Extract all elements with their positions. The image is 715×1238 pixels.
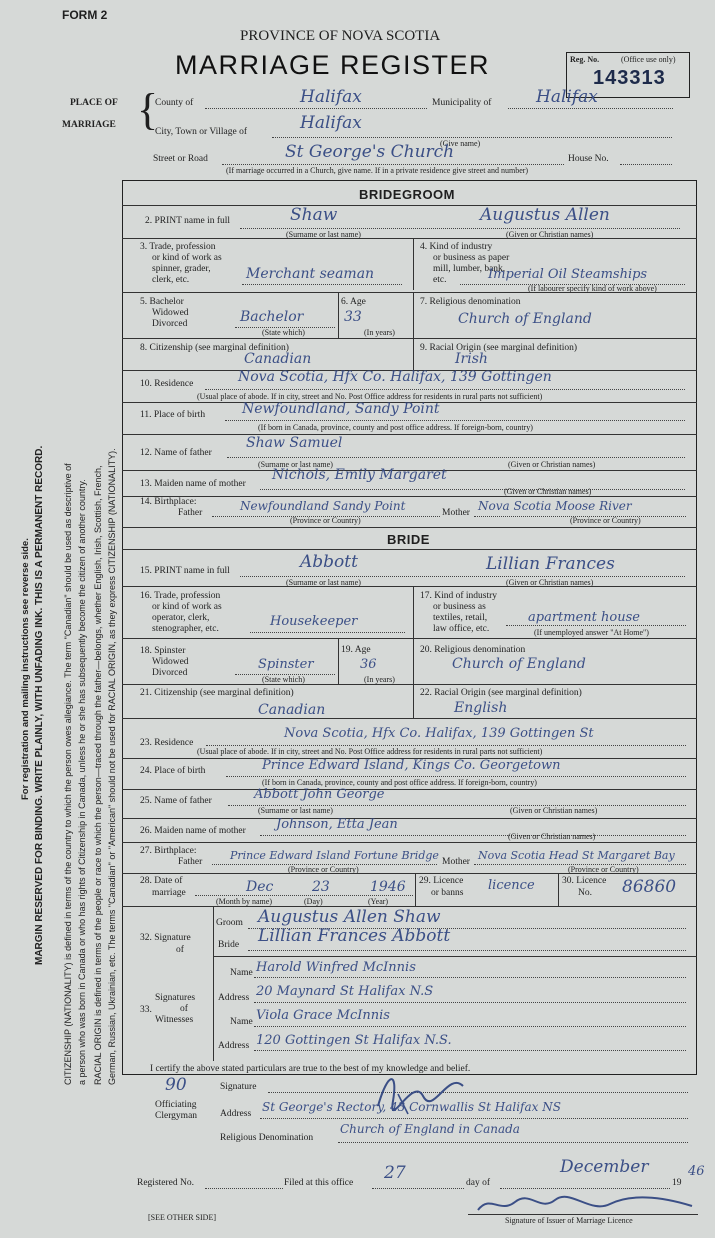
side-citizenship-def-1: CITIZENSHIP (NATIONALITY) is defined in terms of the country to which the person owes allegiance. The term "Canadian" should be used as descriptive of	[63, 463, 73, 1085]
groom-religion: Church of England	[458, 311, 592, 327]
bride-racial-origin: English	[454, 700, 508, 716]
groom-birthplace: Newfoundland, Sandy Point	[242, 401, 440, 417]
bride-residence: Nova Scotia, Hfx Co. Halifax, 139 Gottingen St	[284, 726, 594, 741]
witness-2-name: Viola Grace McInnis	[256, 1008, 390, 1023]
licence-number: 86860	[622, 877, 677, 897]
street-value: St George's Church	[285, 142, 455, 162]
bride-father-name: Abbott John George	[254, 787, 385, 802]
clergy-denomination: Church of England in Canada	[340, 1122, 520, 1136]
page-title: MARRIAGE REGISTER	[175, 50, 491, 80]
licence-or-banns: licence	[488, 878, 535, 893]
bride-industry: apartment house	[528, 610, 640, 625]
bride-surname: Abbott	[300, 552, 358, 572]
groom-marital-status: Bachelor	[240, 309, 304, 325]
issuer-signature-label: Signature of Issuer of Marriage Licence	[505, 1216, 633, 1225]
bride-heading: BRIDE	[387, 532, 430, 547]
bride-mother-maiden-name: Johnson, Etta Jean	[276, 817, 398, 832]
county-value: Halifax	[300, 87, 362, 107]
bride-signature: Lillian Frances Abbott	[258, 926, 451, 946]
clergy-number: 90	[165, 1075, 187, 1095]
see-other-side: [SEE OTHER SIDE]	[148, 1213, 216, 1222]
groom-trade: Merchant seaman	[246, 266, 375, 282]
marriage-day: 23	[312, 879, 330, 895]
groom-racial-origin: Irish	[455, 351, 488, 367]
bride-religion: Church of England	[452, 656, 586, 672]
municipality-value: Halifax	[536, 87, 598, 107]
groom-mother-birthplace: Nova Scotia Moose River	[478, 499, 632, 513]
bride-marital-status: Spinster	[258, 657, 314, 672]
city-value: Halifax	[300, 113, 362, 133]
bride-citizenship: Canadian	[258, 702, 326, 718]
marriage-month: Dec	[246, 879, 274, 895]
groom-father-name: Shaw Samuel	[246, 435, 343, 451]
groom-industry: Imperial Oil Steamships	[488, 267, 648, 282]
witness-2-address: 120 Gottingen St Halifax N.S.	[256, 1033, 452, 1048]
groom-citizenship: Canadian	[244, 351, 312, 367]
bride-mother-birthplace: Nova Scotia Head St Margaret Bay	[478, 849, 675, 862]
side-margin-notice: MARGIN RESERVED FOR BINDING. WRITE PLAINLY, WITH UNFADING INK. THIS IS A PERMANENT RECORD.	[34, 445, 45, 965]
marriage-register-page: For registration and mailing instructions see reverse side. MARGIN RESERVED FOR BINDING. WRITE PLAINLY, WITH UNFADING INK. THIS IS A PERMANENT RECORD. CITIZENSHIP (NATIONALITY) is defined in terms of the country to which the person owes allegiance. The term "Canadian" should be used as descriptive of a person who was born in Canada or who has rights of Citizenship in Canada, unless he or she has subsequently become the citizen of another country. RACIAL ORIGIN is defined in terms of the people or race to which the person—traced through the father—belongs, whether English, Irish, Scottish, French, German, Russian, Ukrainian, etc. The terms "Canadian" or "American" should not be used for RACIAL ORIGIN, as they express CITIZENSHIP (NATIONALITY). FORM 2 PROVINCE OF NOVA SCOTIA MARRIAGE REGISTER Reg. No. (Office use only) 143313 PLACE OF MARRIAGE { County of Halifax Municipality of Halifax City, Town or Village of Halifax (Give name) Street or Road St George's Church House No. (If marriage occurred in a Church, give name. If in a private residence give street and number) BRIDEGROOM 2. PRINT name in full Shaw Augustus Allen (Surname or last name) (Given or Christian names) 3. Trade, profession or kind of work as spinner, grader, clerk, etc. Merchant seaman 4. Kind of industry or business as paper mill, lumber, bank, etc. Imperial Oil Steamships (If labourer specify kind of work above) 5. Bachelor Widowed Divorced Bachelor (State which) 6. Age 33 (In years) 7. Religious denomination Church of England 8. Citizenship (see marginal definition) Canadian 9. Racial Origin (see marginal definition) Irish 10. Residence Nova Scotia, Hfx Co. Halifax, 139 Gottingen (Usual place of abode. If in city, street and No. Post Office address for residents in rural parts not sufficient) 11. Place of birth Newfoundland, Sandy Point (If born in Canada, province, county and post office address. If foreign-born, country) 12. Name of father Shaw Samuel (Surname or last name) (Given or Christian names) 13. Maiden name of mother Nichols, Emily Margaret (Given or Christian names) 14. Birthplace: Father Newfoundland Sandy Point (Province or Country) Mother Nova Scotia Moose River (Province or Country) BRIDE 15. PRINT name in full Abbott Lillian Frances (Surname or last name) (Given or Christian names) 16. Trade, profession or kind of work as operator, clerk, stenographer, etc. Housekeeper 17. Kind of industry or business as textiles, retail, law office, etc. apartment house (If unemployed answer "At Home") 18. Spinster Widowed Divorced Spinster (State which) 19. Age 36 (In years) 20. Religious denomination Church of England 21. Citizenship (see marginal definition) Canadian 22. Racial Origin (see marginal definition) English 23. Residence Nova Scotia, Hfx Co. Halifax, 139 Gottingen St (Usual place of abode. If in city, street and No. Post Office address for residents in rural parts not sufficient) 24. Place of birth Prince Edward Island, Kings Co. Georgetown (If born in Canada, province, county and post office address. If foreign-born, country) 25. Name of father Abbott John George (Surname or last name) (Given or Christian names) 26. Maiden name of mother Johnson, Etta Jean (Given or Christian names) 27. Birthplace: Father Prince Edward Island Fortune Bridge (Province or Country) Mother Nova Scotia Head St Margaret Bay (Province or Country) 28. Date of marriage Dec 23 1946 (Month by name) (Day) (Year) 29. Licence or banns licence 30. Licence No. 86860 32. Signature of Groom Augustus Allen Shaw Bride Lillian Frances Abbott Signatures of Witnesses 33. Name Harold Winfred McInnis Address 20 Maynard St Halifax N.S Name Viola Grace McInnis Address 120 Gottingen St Halifax N.S. I certify the above stated particulars are true to the best of my knowledge and belief. 90 Officiating Clergyman Signature Address St George's Rectory, 43 Cornwallis St Halifax NS Religious Denomination Church of England in Canada Registered No. Filed at this office 27 day of December 19 46 Signature of Issuer of Marriage Licence [SEE OTHER SIDE]	[0, 0, 715, 1238]
witness-1-name: Harold Winfred McInnis	[256, 960, 416, 975]
form-label: FORM 2	[62, 8, 108, 22]
province-heading: PROVINCE OF NOVA SCOTIA	[240, 28, 441, 44]
bride-given-names: Lillian Frances	[486, 554, 615, 574]
reg-no-value: 143313	[593, 67, 666, 89]
groom-father-birthplace: Newfoundland Sandy Point	[240, 499, 406, 513]
groom-given-names: Augustus Allen	[480, 205, 610, 225]
marriage-year: 1946	[370, 879, 406, 895]
groom-mother-maiden-name: Nichols, Emily Margaret	[272, 467, 447, 483]
certify-statement: I certify the above stated particulars are true to the best of my knowledge and belief.	[150, 1064, 471, 1074]
reg-no-box: Reg. No. (Office use only) 143313	[566, 52, 690, 98]
side-racial-def-1: RACIAL ORIGIN is defined in terms of the people or race to which the person—traced through the father—belongs, whether English, Irish, Scottish, French,	[93, 465, 103, 1085]
groom-surname: Shaw	[290, 205, 338, 225]
side-citizenship-def-2: a person who was born in Canada or who has rights of Citizenship in Canada, unless he or she has subsequently become the citizen of another country.	[77, 479, 87, 1085]
bridegroom-heading: BRIDEGROOM	[359, 187, 455, 202]
issuer-signature-scrawl	[470, 1192, 700, 1216]
bride-father-birthplace: Prince Edward Island Fortune Bridge	[230, 849, 439, 862]
groom-residence: Nova Scotia, Hfx Co. Halifax, 139 Gottingen	[238, 369, 552, 385]
bride-birthplace: Prince Edward Island, Kings Co. Georgetown	[262, 758, 561, 773]
bride-age: 36	[360, 657, 377, 672]
side-racial-def-2: German, Russian, Ukrainian, etc. The terms "Canadian" or "American" should not be used for RACIAL ORIGIN, as they express CITIZENSHIP (NATIONALITY).	[107, 448, 117, 1085]
witness-1-address: 20 Maynard St Halifax N.S	[256, 984, 434, 999]
groom-age: 33	[344, 309, 362, 325]
side-instructions: For registration and mailing instructions see reverse side.	[20, 538, 31, 800]
groom-signature: Augustus Allen Shaw	[258, 907, 441, 927]
clergy-address: St George's Rectory, 43 Cornwallis St Halifax NS	[262, 1100, 561, 1114]
filed-month: December	[560, 1157, 649, 1177]
filed-day: 27	[384, 1163, 406, 1183]
bride-trade: Housekeeper	[270, 614, 358, 629]
filed-year: 46	[688, 1164, 705, 1179]
